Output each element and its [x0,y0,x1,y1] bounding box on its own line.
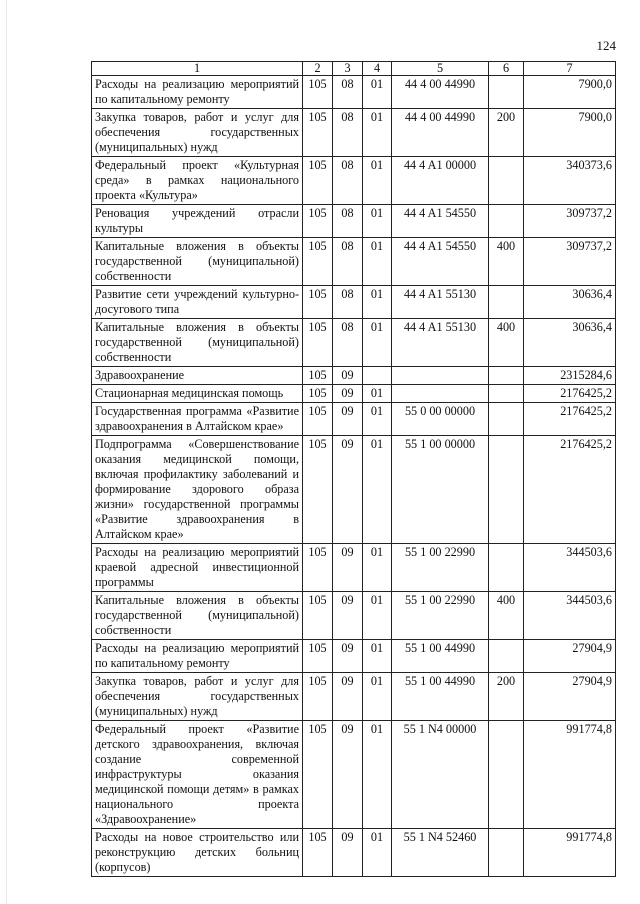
expense-type-cell [489,286,524,319]
subsection-code-cell: 01 [363,640,392,673]
expense-type-cell [489,436,524,544]
row-name-cell: Здравоохранение [92,367,303,385]
row-name-cell: Государственная программа «Развитие здравоохранения в Алтайском крае» [92,403,303,436]
target-article-cell [392,367,489,385]
expense-type-cell [489,367,524,385]
table-row [92,238,616,286]
table-row [92,544,616,592]
table-row [92,109,616,157]
amount-cell: 7900,0 [524,76,616,109]
admin-code-cell: 105 [303,319,333,367]
target-article-cell: 55 1 00 22990 [392,544,489,592]
row-name-cell: Расходы на новое строительство или реконструкцию детских больниц (корпусов) [92,829,303,877]
target-article-cell: 55 1 00 44990 [392,640,489,673]
amount-cell: 30636,4 [524,286,616,319]
amount-cell: 7900,0 [524,109,616,157]
admin-code-cell: 105 [303,367,333,385]
table-row [92,76,616,109]
target-article-cell: 44 4 00 44990 [392,76,489,109]
expense-type-cell: 200 [489,673,524,721]
amount-cell: 309737,2 [524,205,616,238]
admin-code-cell: 105 [303,109,333,157]
expense-type-cell [489,829,524,877]
admin-code-cell: 105 [303,286,333,319]
table-row [92,721,616,829]
amount-cell: 344503,6 [524,592,616,640]
expense-type-cell: 400 [489,319,524,367]
table-row [92,640,616,673]
target-article-cell: 44 4 00 44990 [392,109,489,157]
admin-code-cell: 105 [303,721,333,829]
admin-code-cell: 105 [303,829,333,877]
admin-code-cell: 105 [303,592,333,640]
target-article-cell: 44 4 A1 54550 [392,238,489,286]
subsection-code-cell: 01 [363,157,392,205]
table-header-row [92,62,616,76]
subsection-code-cell: 01 [363,76,392,109]
target-article-cell: 55 1 N4 52460 [392,829,489,877]
amount-cell: 340373,6 [524,157,616,205]
row-name-cell: Расходы на реализацию мероприятий по капитальному ремонту [92,76,303,109]
target-article-cell: 55 0 00 00000 [392,403,489,436]
section-code-cell: 09 [333,829,363,877]
expense-type-cell [489,157,524,205]
target-article-cell: 44 4 A1 54550 [392,205,489,238]
table-row [92,319,616,367]
table-row [92,157,616,205]
table-row [92,367,616,385]
column-header: 4 [363,62,392,76]
scan-edge [6,0,7,904]
expense-type-cell [489,544,524,592]
admin-code-cell: 105 [303,385,333,403]
row-name-cell: Расходы на реализацию мероприятий краевой адресной инвестиционной программы [92,544,303,592]
target-article-cell: 55 1 00 44990 [392,673,489,721]
admin-code-cell: 105 [303,673,333,721]
table-row [92,385,616,403]
section-code-cell: 08 [333,205,363,238]
section-code-cell: 09 [333,544,363,592]
subsection-code-cell: 01 [363,205,392,238]
admin-code-cell: 105 [303,403,333,436]
subsection-code-cell: 01 [363,592,392,640]
subsection-code-cell: 01 [363,673,392,721]
row-name-cell: Закупка товаров, работ и услуг для обеспечения государственных (муниципальных) нужд [92,109,303,157]
admin-code-cell: 105 [303,436,333,544]
page-number: 124 [596,38,616,53]
expense-type-cell [489,205,524,238]
expense-type-cell: 400 [489,238,524,286]
section-code-cell: 08 [333,286,363,319]
row-name-cell: Реновация учреждений отрасли культуры [92,205,303,238]
section-code-cell: 08 [333,238,363,286]
target-article-cell: 44 4 A1 55130 [392,319,489,367]
expense-type-cell [489,385,524,403]
subsection-code-cell: 01 [363,721,392,829]
table-row [92,436,616,544]
subsection-code-cell: 01 [363,109,392,157]
row-name-cell: Закупка товаров, работ и услуг для обеспечения государственных (муниципальных) нужд [92,673,303,721]
row-name-cell: Федеральный проект «Развитие детского здравоохранения, включая создание современной инфраструктуры оказания медицинской помощи детям» в рамках национального проекта «Здравоохранение» [92,721,303,829]
admin-code-cell: 105 [303,238,333,286]
table-row [92,403,616,436]
amount-cell: 30636,4 [524,319,616,367]
expense-type-cell: 400 [489,592,524,640]
section-code-cell: 08 [333,76,363,109]
table-row [92,673,616,721]
subsection-code-cell: 01 [363,238,392,286]
table-row [92,592,616,640]
amount-cell: 27904,9 [524,673,616,721]
target-article-cell [392,385,489,403]
section-code-cell: 09 [333,403,363,436]
target-article-cell: 44 4 A1 00000 [392,157,489,205]
subsection-code-cell: 01 [363,385,392,403]
row-name-cell: Стационарная медицинская помощь [92,385,303,403]
amount-cell: 2176425,2 [524,403,616,436]
amount-cell: 991774,8 [524,829,616,877]
section-code-cell: 09 [333,436,363,544]
amount-cell: 27904,9 [524,640,616,673]
table-row [92,286,616,319]
admin-code-cell: 105 [303,157,333,205]
row-name-cell: Развитие сети учреждений культурно-досугового типа [92,286,303,319]
subsection-code-cell: 01 [363,436,392,544]
budget-table [91,61,616,877]
table-row [92,205,616,238]
row-name-cell: Капитальные вложения в объекты государственной (муниципальной) собственности [92,238,303,286]
section-code-cell: 09 [333,385,363,403]
target-article-cell: 44 4 A1 55130 [392,286,489,319]
amount-cell: 2315284,6 [524,367,616,385]
expense-type-cell [489,76,524,109]
target-article-cell: 55 1 00 22990 [392,592,489,640]
target-article-cell: 55 1 00 00000 [392,436,489,544]
admin-code-cell: 105 [303,640,333,673]
column-header: 3 [333,62,363,76]
admin-code-cell: 105 [303,205,333,238]
expense-type-cell [489,640,524,673]
expense-type-cell [489,403,524,436]
amount-cell: 344503,6 [524,544,616,592]
section-code-cell: 09 [333,673,363,721]
section-code-cell: 09 [333,640,363,673]
section-code-cell: 09 [333,367,363,385]
section-code-cell: 08 [333,319,363,367]
subsection-code-cell: 01 [363,544,392,592]
subsection-code-cell: 01 [363,403,392,436]
admin-code-cell: 105 [303,76,333,109]
section-code-cell: 08 [333,109,363,157]
subsection-code-cell: 01 [363,286,392,319]
table-row [92,829,616,877]
row-name-cell: Капитальные вложения в объекты государственной (муниципальной) собственности [92,592,303,640]
section-code-cell: 09 [333,592,363,640]
subsection-code-cell: 01 [363,319,392,367]
admin-code-cell: 105 [303,544,333,592]
subsection-code-cell: 01 [363,829,392,877]
amount-cell: 2176425,2 [524,385,616,403]
column-header: 1 [92,62,303,76]
amount-cell: 991774,8 [524,721,616,829]
row-name-cell: Расходы на реализацию мероприятий по капитальному ремонту [92,640,303,673]
column-header: 2 [303,62,333,76]
amount-cell: 2176425,2 [524,436,616,544]
expense-type-cell [489,721,524,829]
column-header: 6 [489,62,524,76]
row-name-cell: Капитальные вложения в объекты государственной (муниципальной) собственности [92,319,303,367]
column-header: 7 [524,62,616,76]
column-header: 5 [392,62,489,76]
amount-cell: 309737,2 [524,238,616,286]
target-article-cell: 55 1 N4 00000 [392,721,489,829]
row-name-cell: Подпрограмма «Совершенствование оказания медицинской помощи, включая профилактику заболеваний и формирование здорового образа жизни» государственной программы «Развитие здравоохранения в Алтайском крае» [92,436,303,544]
subsection-code-cell [363,367,392,385]
section-code-cell: 09 [333,721,363,829]
section-code-cell: 08 [333,157,363,205]
row-name-cell: Федеральный проект «Культурная среда» в рамках национального проекта «Культура» [92,157,303,205]
expense-type-cell: 200 [489,109,524,157]
